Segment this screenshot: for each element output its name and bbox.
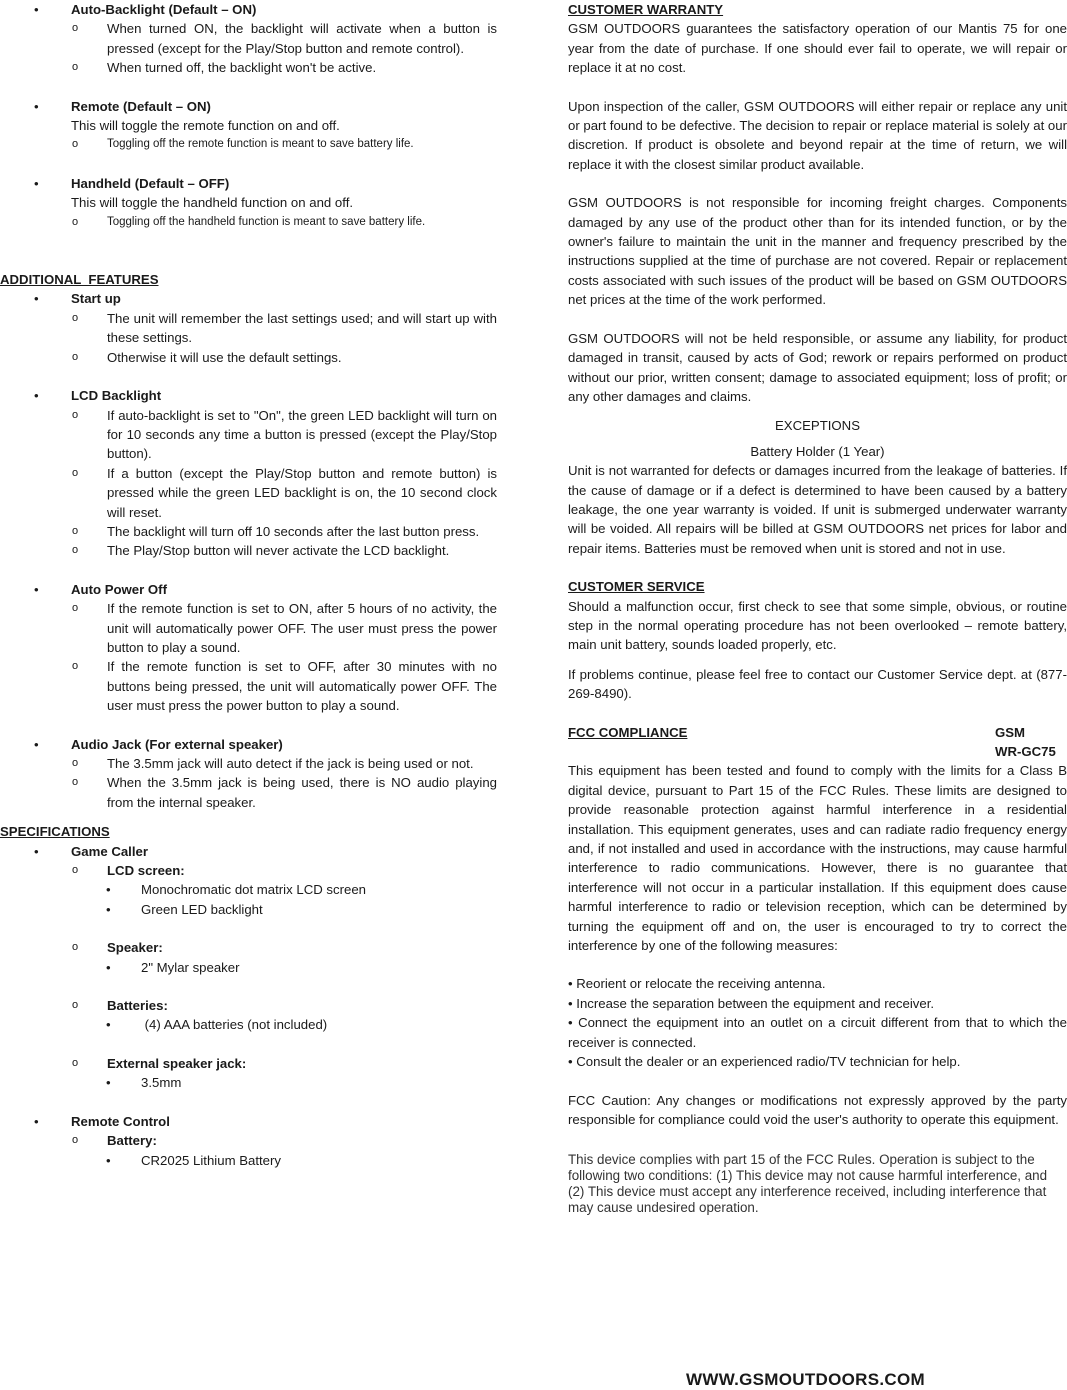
fcc-notice: This device complies with part 15 of the FCC Rules. Operation is subject to the following two conditions: (1) This device may not cause harmful interference, and (2) This device must accept any interference received, including interference that may cause undesired operation. [568,1151,1048,1215]
spec-lcd-label: o LCD screen: [72,863,185,879]
spec-speaker-item: • 2" Mylar speaker [106,959,240,975]
sub-item: o Otherwise it will use the default settings. [72,349,342,365]
spec-game-caller: • Game Caller [34,843,148,859]
warranty-paragraph: GSM OUTDOORS is not responsible for incoming freight charges. Components damaged by any use of the product other than for its intended function, or by the owner's failure to maintain the unit in the manner and frequency prescribed by the instructions supplied at the time of purchase are not covered. Repair or replacement costs associated with such issues of the product will be based on GSM OUTDOORS net prices at the time of the work performed. [568,195,1067,308]
sub-item: o If a button (except the Play/Stop button and remote button) is pressed while the green LED backlight is on, the 10 second clock will reset. [72,465,497,520]
sub-item: o Toggling off the handheld function is meant to save battery life. [72,215,426,228]
spec-lcd-item: • Green LED backlight [106,901,263,917]
sub-item: o If auto-backlight is set to "On", the green LED backlight will turn on for 10 seconds any time a button is pressed (except the Play/Stop button). [72,407,497,462]
lcd-backlight-item: • LCD Backlight [34,388,162,404]
warranty-paragraph: Upon inspection of the caller, GSM OUTDOORS will either repair or replace any unit or part found to be defective. The decision to repair or replace material is solely at our discretion. If product is obsolete and beyond repair at the time of return, we will replace it with the closest similar product available. [568,98,1067,172]
sub-item: o When turned off, the backlight won't be active. [72,60,377,76]
additional-features-heading: ADDITIONAL FEATURES [0,272,159,288]
warranty-paragraph: GSM OUTDOORS will not be held responsible, or assume any liability, for product damaged in transit, caused by acts of God; rework or repairs performed on product without our prior, written consent; damage to associated equipment; loss of profit; or any other damages and claims. [568,330,1067,404]
sub-item: o The 3.5mm jack will auto detect if the jack is being used or not. [72,756,474,771]
spec-battery-label: o Battery: [72,1133,157,1149]
sub-item: o The backlight will turn off 10 seconds after the last button press. [72,523,480,539]
fcc-measure: • Connect the equipment into an outlet on a circuit different from that to which the receiver is connected. [568,1015,1067,1050]
spec-batteries-item: • (4) AAA batteries (not included) [106,1017,328,1033]
fcc-heading-row [568,723,1067,762]
fcc-measure: • Consult the dealer or an experienced radio/TV technician for help. [568,1054,961,1070]
spec-remote: • Remote Control [34,1113,170,1129]
website-url: WWW.GSMOUTDOORS.COM [686,1370,925,1389]
spec-lcd-item: • Monochromatic dot matrix LCD screen [106,882,366,898]
warranty-paragraph: GSM OUTDOORS guarantees the satisfactory operation of our Mantis 75 for one year from the date of purchase. If one should ever fail to operate, we will repair or replace it at no cost. [568,21,1067,76]
fcc-paragraph: This equipment has been tested and found to comply with the limits for a Class B digital device, pursuant to Part 15 of the FCC Rules. These limits are designed to provide reasonable protection against harmful interference in a residential installation. This equipment generates, uses and can radiate radio frequency energy and, if not installed and used in accordance with the instructions, may cause harmful interference to radio communications. However, there is no guarantee that interference will not occur in a particular installation. If this equipment does cause harmful interference to radio or television reception, which can be determined by turning the equipment off and on, the user is encouraged to try to correct the interference by one of the following measures: [568,763,1067,954]
fcc-model: WR-GC75 [995,744,1056,759]
battery-holder-label: Battery Holder (1 Year) [750,443,885,459]
remote-item: • Remote (Default – ON) This will toggle the remote function on and off. [0,97,505,136]
bullet: • [34,2,39,17]
fcc-compliance-heading: FCC COMPLIANCE [568,724,688,740]
spec-speaker-label: o Speaker: [72,940,163,956]
item-text: This will toggle the handheld function on and off. [71,195,354,211]
sub-item: o Toggling off the remote function is meant to save battery life. [72,138,414,151]
audio-jack-item: • Audio Jack (For external speaker) [34,736,283,752]
sub-item: o When turned ON, the backlight will activate when a button is pressed (except for the Play/Stop button and remote control). [72,21,497,56]
spec-battery-item: • CR2025 Lithium Battery [106,1152,282,1168]
customer-service-heading: CUSTOMER SERVICE [568,579,705,595]
auto-power-off-item: • Auto Power Off [34,581,167,597]
sub-item: o When the 3.5mm jack is being used, there is NO audio playing from the internal speaker. [72,775,497,810]
auto-backlight-item [0,0,505,19]
fcc-brand: GSM [995,724,1026,740]
sub-item: o If the remote function is set to OFF, after 30 minutes with no buttons being pressed, the unit will automatically power OFF. The user must press the power button to play a sound. [72,659,497,714]
exceptions-heading: EXCEPTIONS [774,418,860,434]
sub-item: o If the remote function is set to ON, after 5 hours of no activity, the unit will automatically power OFF. The user must press the power button to play a sound. [72,601,497,655]
spec-ext-item: • 3.5mm [106,1075,182,1091]
spec-batteries-label: o Batteries: [72,998,168,1014]
sub-item: o The Play/Stop button will never activate the LCD backlight. [72,543,450,559]
right-column [568,0,1067,1229]
item-title: Auto-Backlight (Default – ON) [71,2,257,17]
item-title: Remote (Default – ON) [71,98,211,114]
fcc-caution: FCC Caution: Any changes or modifications not expressly approved by the party responsible for compliance could void the user's authority to operate this equipment. [568,1092,1067,1127]
exceptions-paragraph: Unit is not warranted for defects or damages incurred from the leakage of batteries. If the cause of damage or if a defect is determined to have been caused by a battery leakage, the one year warranty is voided. If unit is submerged underwater warranty will be voided. All repairs will be billed at GSM OUTDOORS net prices for labor and repair items. Batteries must be removed when unit is stored and not in use. [568,463,1067,556]
specifications-heading: SPECIFICATIONS [0,824,110,840]
item-title: Handheld (Default – OFF) [71,175,230,191]
fcc-measure: • Reorient or relocate the receiving antenna. [568,976,826,992]
customer-warranty-heading: CUSTOMER WARRANTY [568,2,724,17]
left-column [0,0,505,1170]
fcc-measure: • Increase the separation between the equipment and receiver. [568,995,935,1011]
fcc-model-block [995,723,1067,762]
spec-ext-label: o External speaker jack: [72,1055,247,1071]
handheld-item: • Handheld (Default – OFF) This will toggle the handheld function on and off. [0,174,505,213]
sub-item: o The unit will remember the last settings used; and will start up with these settings. [72,310,497,346]
service-paragraph: Should a malfunction occur, first check to see that some simple, obvious, or routine step in the normal operating procedure has not been overlooked – remote battery, main unit battery, sounds loaded properly, etc. [568,598,1067,653]
startup-item: • Start up [34,291,121,307]
item-text: This will toggle the remote function on and off. [71,118,340,134]
service-paragraph: If problems continue, please feel free to contact our Customer Service dept. at (877-269-8490). [568,666,1067,702]
